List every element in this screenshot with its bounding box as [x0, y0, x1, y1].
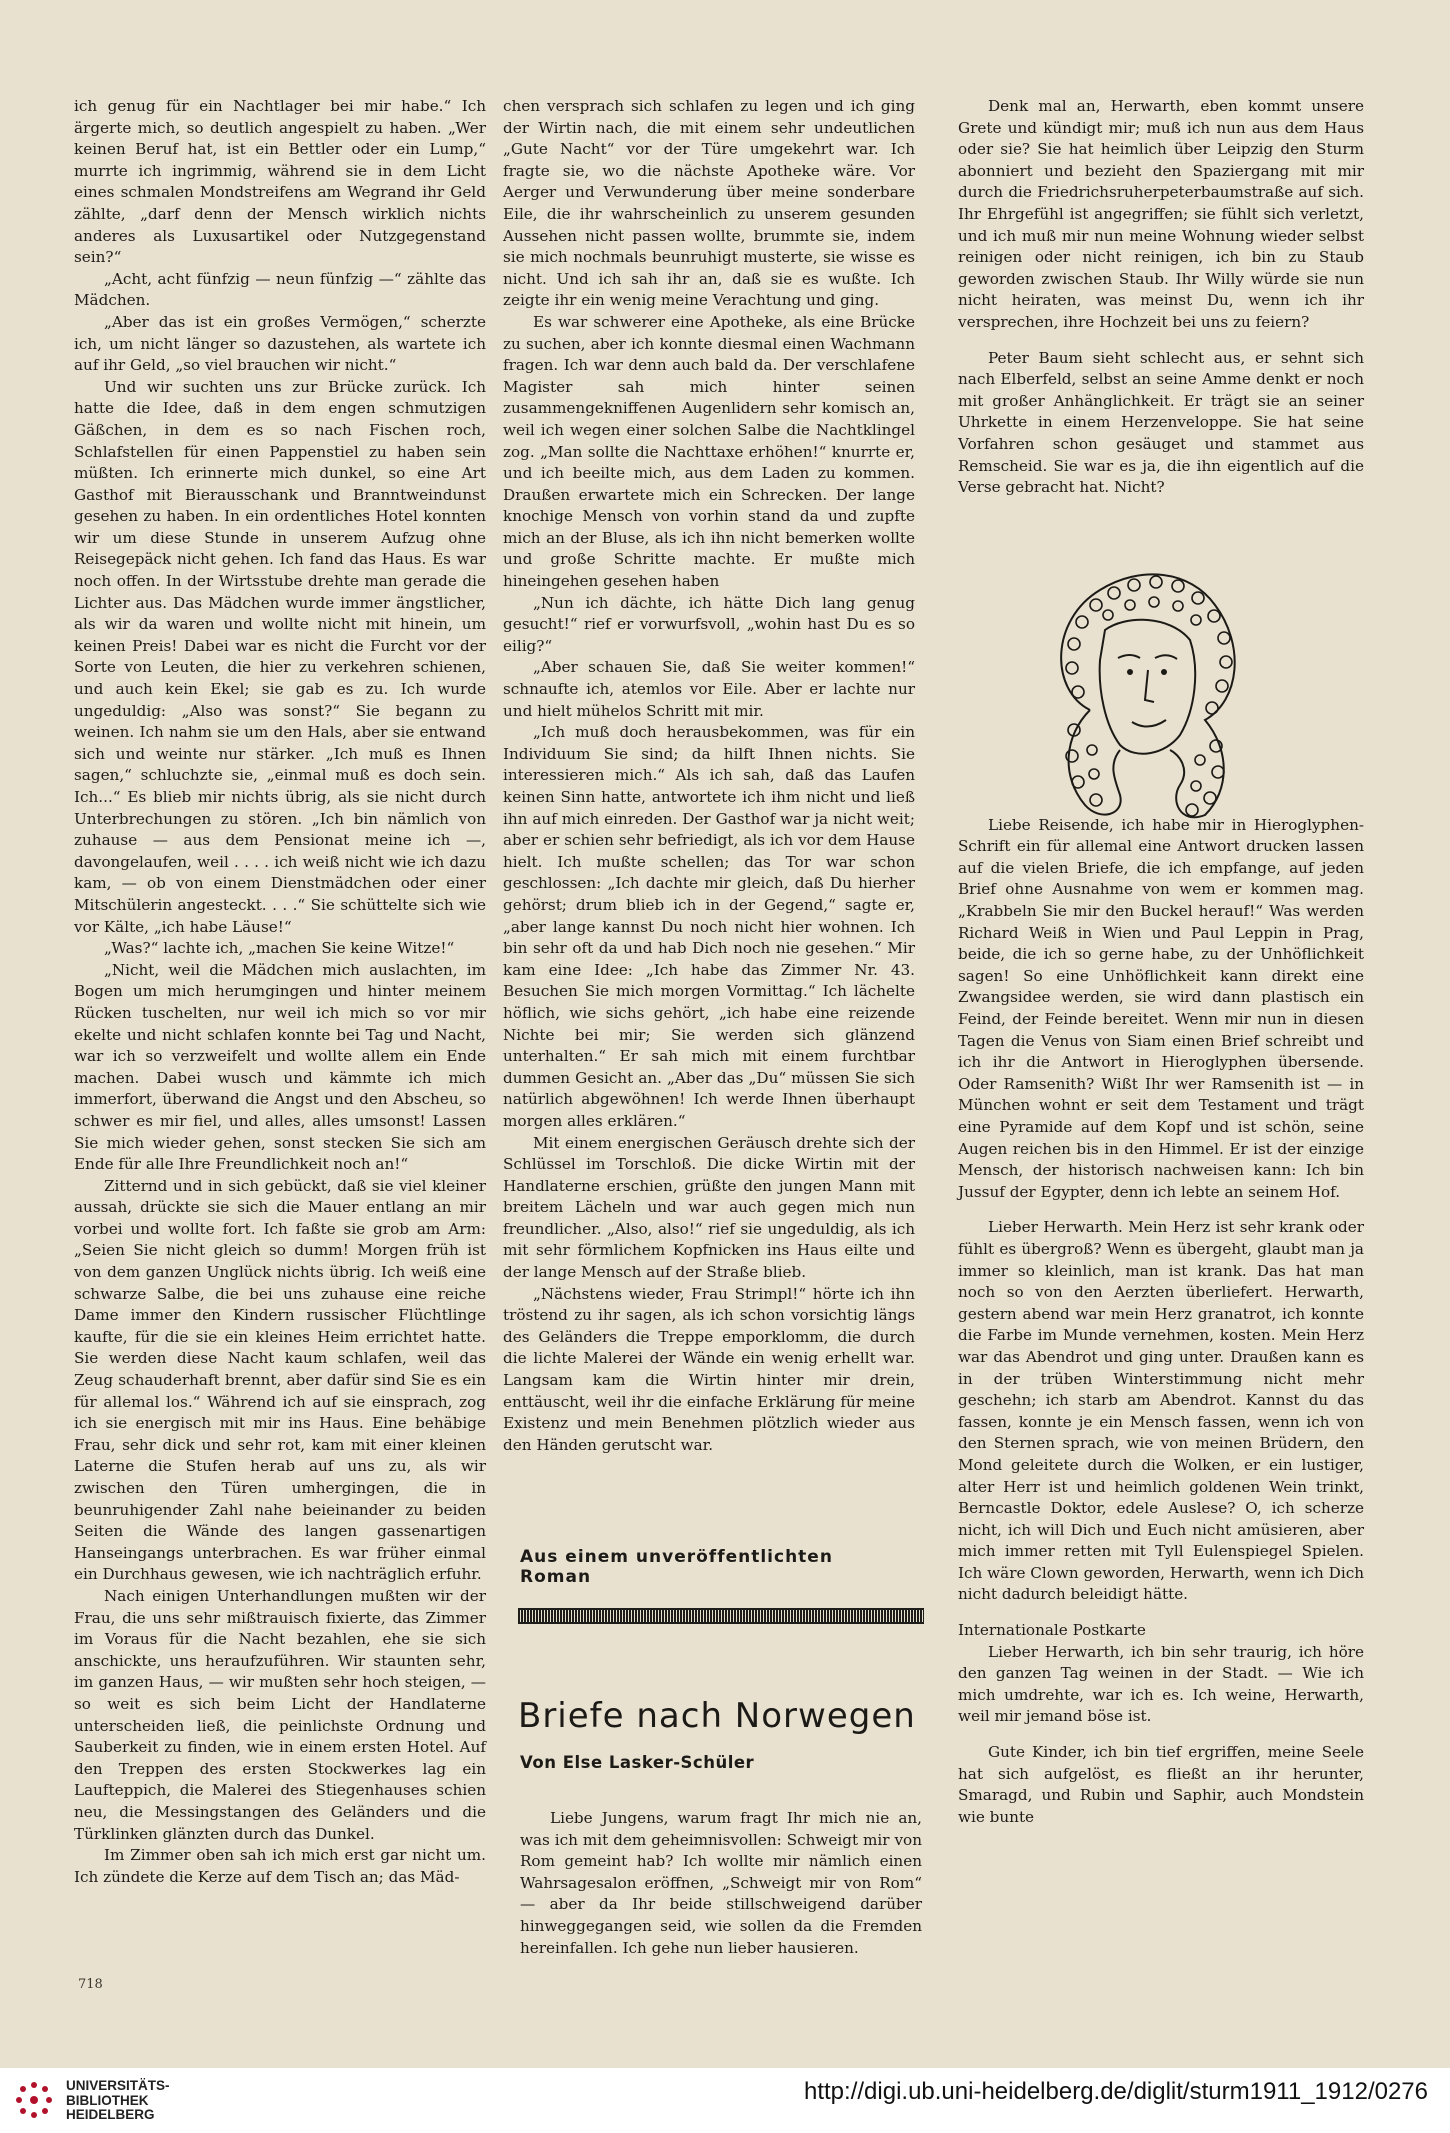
paragraph: Denk mal an, Herwarth, eben kommt unsere Grete und kündigt mir; muß ich nun aus dem Haus oder sie? Sie hat heimlich über Leipzig den Sturm abonniert und bezieht den Spaziergang mit mir durch die Friedrichsruherpeterbaumstraße auf sich. Ihr Ehrgefühl ist angegriffen; sie fühlt sich verletzt, und ich muß mir nun meine Wohnung wieder selbst reinigen oder nicht reinigen, ich bin zu Staub geworden zwischen Staub. Ihr Willy würde sie nun nicht heiraten, was meinst Du, wenn ich ihr versprechen, ihre Hochzeit bei uns zu feiern?: [958, 97, 1364, 331]
paragraph: Und wir suchten uns zur Brücke zurück. Ich hatte die Idee, daß in dem engen schmutzigen Gäßchen, in dem es so nach Fischen roch, Schlafstellen für einen Pappenstiel zu haben sein müßten. Ich erinnerte mich dunkel, so eine Art Gasthof mit Bierausschank und Branntweindunst gesehen zu haben. In ein ordentliches Hotel konnten wir um diese Stunde in unserem Aufzug ohne Reisegepäck nicht gehen. Ich fand das Haus. Es war noch offen. In der Wirtsstube drehte man gerade die Lichter aus. Das Mädchen wurde immer ängstlicher, als wir da waren und wollte nicht mit hinein, um keinen Preis! Dabei war es nicht die Furcht vor der Sorte von Leuten, die hier zu verkehren schienen, und auch kein Ekel; sie gab es zu. Ich wurde ungeduldig: „Also was sonst?“ Sie begann zu weinen. Ich nahm sie um den Hals, aber sie entwand sich und weinte nur stärker. „Ich muß es Ihnen sagen,“ schluchzte sie, „einmal muß es doch sein. Ich...“ Es blieb mir nichts übrig, als sie nicht durch Unterbrechungen zu stören. „Ich bin nämlich von zuhause — aus dem Pensionat meine ich —, davongelaufen, weil . . . . ich weiß nicht wie ich dazu kam, — ob von einem Dienstmädchen oder einer Mitschülerin angesteckt. . . .“ Sie schüttelte sich wie vor Kälte, „ich habe Läuse!“: [74, 377, 486, 936]
paragraph: Mit einem energischen Geräusch drehte sich der Schlüssel im Torschloß. Die dicke Wirtin mit der Handlaterne erschien, grüßte den jungen Mann mit breitem Lächeln und war auch gegen mich nun freundlicher. „Also, also!“ rief sie ungeduldig, als ich mit sehr förmlichem Kopfnicken ins Haus eilte und der lange Mensch auf der Straße blieb.: [503, 1133, 915, 1282]
paragraph: Nach einigen Unterhandlungen mußten wir der Frau, die uns sehr mißtrauisch fixierte, das Zimmer im Voraus für die Nacht bezahlen, ehe sie sich anschickte, uns heraufzuführen. Wir staunten sehr, im ganzen Haus, — wir mußten sehr hoch steigen, — so weit es sich beim Licht der Handlaterne unterscheiden ließ, die peinlichste Ordnung und Sauberkeit zu finden, wie in einem ersten Hotel. Auf den Treppen des ersten Stockwerkes lag ein Laufteppich, die Malerei des Stiegenhauses schien neu, die Messingstangen des Geländers und die Türklinken glänzten durch das Dunkel.: [74, 1586, 486, 1843]
paragraph: chen versprach sich schlafen zu legen und ich ging der Wirtin nach, die mit einem sehr undeutlichen „Gute Nacht“ vor der Türe umgekehrt war. Ich fragte sie, wo die nächste Apotheke wäre. Vor Aerger und Verwunderung über meine sonderbare Eile, die ihr wahrscheinlich zu unserem gesunden Aussehen nicht passen wollte, brummte sie, indem sie mich nochmals beunruhigt musterte, sie wisse es nicht. Und ich sah ihr an, daß sie es wußte. Ich zeigte ihr ein wenig meine Verachtung und ging.: [503, 97, 915, 310]
paragraph: „Nächstens wieder, Frau Strimpl!“ hörte ich ihn tröstend zu ihr sagen, als ich schon vorsichtig längs des Geländers die Treppe emporklomm, die durch die lichte Malerei der Wände ein wenig erhellt war. Langsam kam die Wirtin hinter mir drein, enttäuscht, weil ihr die einfache Erklärung für meine Existenz und mein Benehmen plötzlich wieder aus den Händen gerutscht war.: [503, 1284, 915, 1454]
paragraph: „Aber das ist ein großes Vermögen,“ scherzte ich, um nicht länger so dazustehen, als wartete ich auf ihr Geld, „so viel brauchen wir nicht.“: [74, 312, 486, 375]
paragraph: „Aber schauen Sie, daß Sie weiter kommen!“ schnaufte ich, atemlos vor Eile. Aber er lachte nur und hielt mühelos Schritt mit mir.: [503, 658, 915, 720]
novel-source-caption: Aus einem unveröffentlichten Roman: [520, 1547, 833, 1587]
column-left: [74, 96, 486, 1888]
paragraph: Im Zimmer oben sah ich mich erst gar nicht um. Ich zündete die Kerze auf dem Tisch an; das Mäd-: [74, 1846, 486, 1886]
library-footer: [0, 2068, 1450, 2133]
paragraph: „Nicht, weil die Mädchen mich auslachten, im Bogen um mich herumgingen und hinter meinem Rücken tuschelten, nur weil ich mich so vor mir ekelte und nicht schlafen konnte bei Tag und Nacht, war ich so verzweifelt und wollte allem ein Ende machen. Dabei wusch und kämmte ich mich immerfort, überwand die Angst und den Abscheu, so schwer es mir fiel, und alles, alles umsonst! Lassen Sie mich wieder gehen, sonst stecken Sie sich am Ende für alle Ihre Freundlichkeit noch an!“: [74, 960, 486, 1174]
paragraph: Liebe Reisende, ich habe mir in Hieroglyphen-Schrift ein für allemal eine Antwort drucken lassen auf die vielen Briefe, die ich empfange, auf jeden Brief ohne Ausnahme von wem er kommen mag. „Krabbeln Sie mir den Buckel herauf!“ Was werden Richard Weiß in Wien und Paul Leppin in Prag, beide, die ich so gerne habe, zu der Unhöflichkeit sagen! So eine Unhöflichkeit kann direkt eine Zwangsidee werden, sie wird dann plastisch ein Feind, der Feinde bereitet. Wenn mir nun in diesen Tagen die Venus von Siam einen Brief schreibt und ich ihr die Antwort in Hieroglyphen übersende. Oder Ramsenith? Wißt Ihr wer Ramsenith ist — in München wohnt er seit dem Testament und trägt eine Pyramide auf dem Kopf und ist schön, seine Augen reichen bis in den Himmel. Er ist der einzige Mensch, der historisch nachweisen kann: Ich bin Jussuf der Egypter, denn ich lebte an seinem Hof.: [958, 815, 1364, 1201]
paragraph: „Nun ich dächte, ich hätte Dich lang genug gesucht!“ rief er vorwurfsvoll, „wohin hast Du es so eilig?“: [503, 593, 915, 655]
page-number: 718: [78, 1977, 103, 1992]
paragraph: „Acht, acht fünfzig — neun fünfzig —“ zählte das Mädchen.: [74, 269, 486, 310]
paragraph: Lieber Herwarth. Mein Herz ist sehr krank oder fühlt es übergroß? Wenn es übergeht, glaubt man ja immer so kleinlich, man ist krank. Das hat man noch so von den Aerzten überliefert. Herwarth, gestern abend war mein Herz granatrot, ich konnte die Farbe im Munde vernehmen, kosten. Mein Herz war das Abendrot und ging unter. Draußen kann es in der trüben Winterstimmung nicht mehr geschehn; ich starb am Abendrot. Kannst du das fassen, konnte je ein Mensch fassen, wenn ich von den Sternen sprach, wie von meinen Brüdern, den Mond geleitete durch die Wolken, er ein lustiger, alter Herr ist und heimlich goldenen Wein trinkt, Berncastle Doktor, edele Auslese? O, ich scherze nicht, ich will Dich und Euch nicht amüsieren, aber mich immer retten mit Tyll Eulenspiegel Spielen. Ich wäre Clown geworden, Herwarth, wenn ich Dich nicht dadurch beleidigt hätte.: [958, 1218, 1364, 1604]
article-byline: Von Else Lasker-Schüler: [520, 1753, 755, 1772]
university-library-logo-icon: [14, 2080, 54, 2120]
paragraph: Es war schwerer eine Apotheke, als eine Brücke zu suchen, aber ich konnte diesmal einen Wachmann fragen. Ich war denn auch bald da. Der verschlafene Magister sah mich hinter seinen zusammengekniffenen Augenlidern sehr komisch an, weil ich wegen einer solchen Salbe die Nachtklingel zog. „Man sollte die Nachttaxe erhöhen!“ knurrte er, und ich beeilte mich, aus dem Laden zu kommen. Draußen erwartete mich ein Schrecken. Der lange knochige Mensch von vorhin stand da und zupfte mich an der Bluse, als ich ihn nicht bemerken wollte und große Schritte machte. Er mußte mich hineingehen gesehen haben: [503, 312, 915, 591]
paragraph: Liebe Jungens, warum fragt Ihr mich nie an, was ich mit dem geheimnisvollen: Schweigt mir von Rom gemeint hab? Ich wollte mir nämlich einen Wahrsagesalon eröffnen, „Schweigt mir von Rom“ — aber da Ihr beide stillschweigend darüber hinweggegangen seid, wie sollen da die Fremden hereinfallen. Ich gehe nun lieber hausieren.: [520, 1809, 922, 1957]
paragraph: Zitternd und in sich gebückt, daß sie viel kleiner aussah, drückte sie sich die Mauer entlang an mir vorbei und wollte fort. Ich faßte sie grob am Arm: „Seien Sie nicht gleich so dumm! Morgen früh ist von dem ganzen Unglück nichts übrig. Ich weiß eine schwarze Salbe, die bei uns zuhause eine reiche Dame immer den Kindern russischer Flüchtlinge kaufte, für die sie ein kleines Heim errichtet hatte. Sie werden diese Nacht kaum schlafen, weil das Zeug schauderhaft brennt, aber dafür sind Sie es ein für allemal los.“ Während ich auf sie einsprach, zog ich sie energisch mit mir ins Haus. Eine behäbige Frau, sehr dick und sehr rot, kam mit einer kleinen Laterne die Stufen herab auf uns zu, als wir zwischen den Türen umhergingen, die in beunruhigender Zahl nahe beieinander zu beiden Seiten die Wände des langen gassenartigen Hanseingangs unterbrachen. Es war früher einmal ein Durchhaus gewesen, wie ich nachträglich erfuhr.: [74, 1176, 486, 1584]
column-right: [958, 96, 1364, 1828]
letter-text: [520, 1808, 922, 1959]
column-middle: [503, 96, 915, 1456]
face-drawing-icon: [1030, 560, 1260, 830]
source-url-link[interactable]: http://digi.ub.uni-heidelberg.de/diglit/sturm1911_1912/0276: [804, 2078, 1428, 2105]
library-name: UNIVERSITÄTS- BIBLIOTHEK HEIDELBERG: [66, 2078, 170, 2122]
paragraph: Gute Kinder, ich bin tief ergriffen, meine Seele hat sich aufgelöst, es fließt an ihr herunter, Smaragd, und Rubin und Saphir, auch Mondstein wie bunte: [958, 1743, 1364, 1826]
paragraph: Lieber Herwarth, ich bin sehr traurig, ich höre den ganzen Tag weinen in der Stadt. — Wie ich mich umdrehte, war ich es. Ich weine, Herwarth, weil mir jemand böse ist.: [958, 1642, 1364, 1726]
paragraph: „Was?“ lachte ich, „machen Sie keine Witze!“: [104, 939, 455, 958]
paragraph: Peter Baum sieht schlecht aus, er sehnt sich nach Elberfeld, selbst an seine Amme denkt er noch mit großer Anhänglichkeit. Er trägt sie an seiner Uhrkette in einem Herzenveloppe. Sie hat seine Vorfahren schon gesäuget und stammet aus Remscheid. Sie war es ja, die ihn eigentlich auf die Verse gebracht hat. Nicht?: [958, 348, 1364, 497]
article-title: Briefe nach Norwegen: [518, 1696, 916, 1736]
ornamental-rule: [518, 1608, 924, 1624]
paragraph: ich genug für ein Nachtlager bei mir habe.“ Ich ärgerte mich, so deutlich angespielt zu haben. „Wer keinen Beruf hat, ist ein Bettler oder ein Lump,“ murrte ich ingrimmig, während sie in dem Licht eines schmalen Mondstreifens am Wegrand ihr Geld zählte, „darf denn der Mensch wirklich nichts anderes als Luxusartikel oder Nutzgegenstand sein?“: [74, 97, 486, 267]
postcard-heading: Internationale Postkarte: [958, 1621, 1146, 1640]
paragraph: „Ich muß doch herausbekommen, was für ein Individuum Sie sind; da hilft Ihnen nichts. Sie interessieren mich.“ Als ich sah, daß das Laufen keinen Sinn hatte, antwortete ich ihm nicht und ließ ihn auf mich einreden. Der Gasthof war ja nicht weit; aber er schien sehr befriedigt, als ich vor dem Hause hielt. Ich mußte schellen; das Tor war schon geschlossen: „Ich dachte mir gleich, daß Du hierher gehörst; drum blieb ich in der Gegend,“ sagte er, „aber lange kannst Du noch nicht hier wohnen. Ich bin sehr oft da und hab Dich noch nie gesehen.“ Mir kam eine Idee: „Ich habe das Zimmer Nr. 43. Besuchen Sie mich morgen Vormittag.“ Ich lächelte höflich, wie sichs gehört, „ich habe eine reizende Nichte bei mir; Sie werden sich glänzend unterhalten.“ Er sah mich mit einem furchtbar dummen Gesicht an. „Aber das „Du“ müssen Sie sich natürlich abgewöhnen! Ich werde Ihnen überhaupt morgen alles erklären.“: [503, 723, 915, 1130]
